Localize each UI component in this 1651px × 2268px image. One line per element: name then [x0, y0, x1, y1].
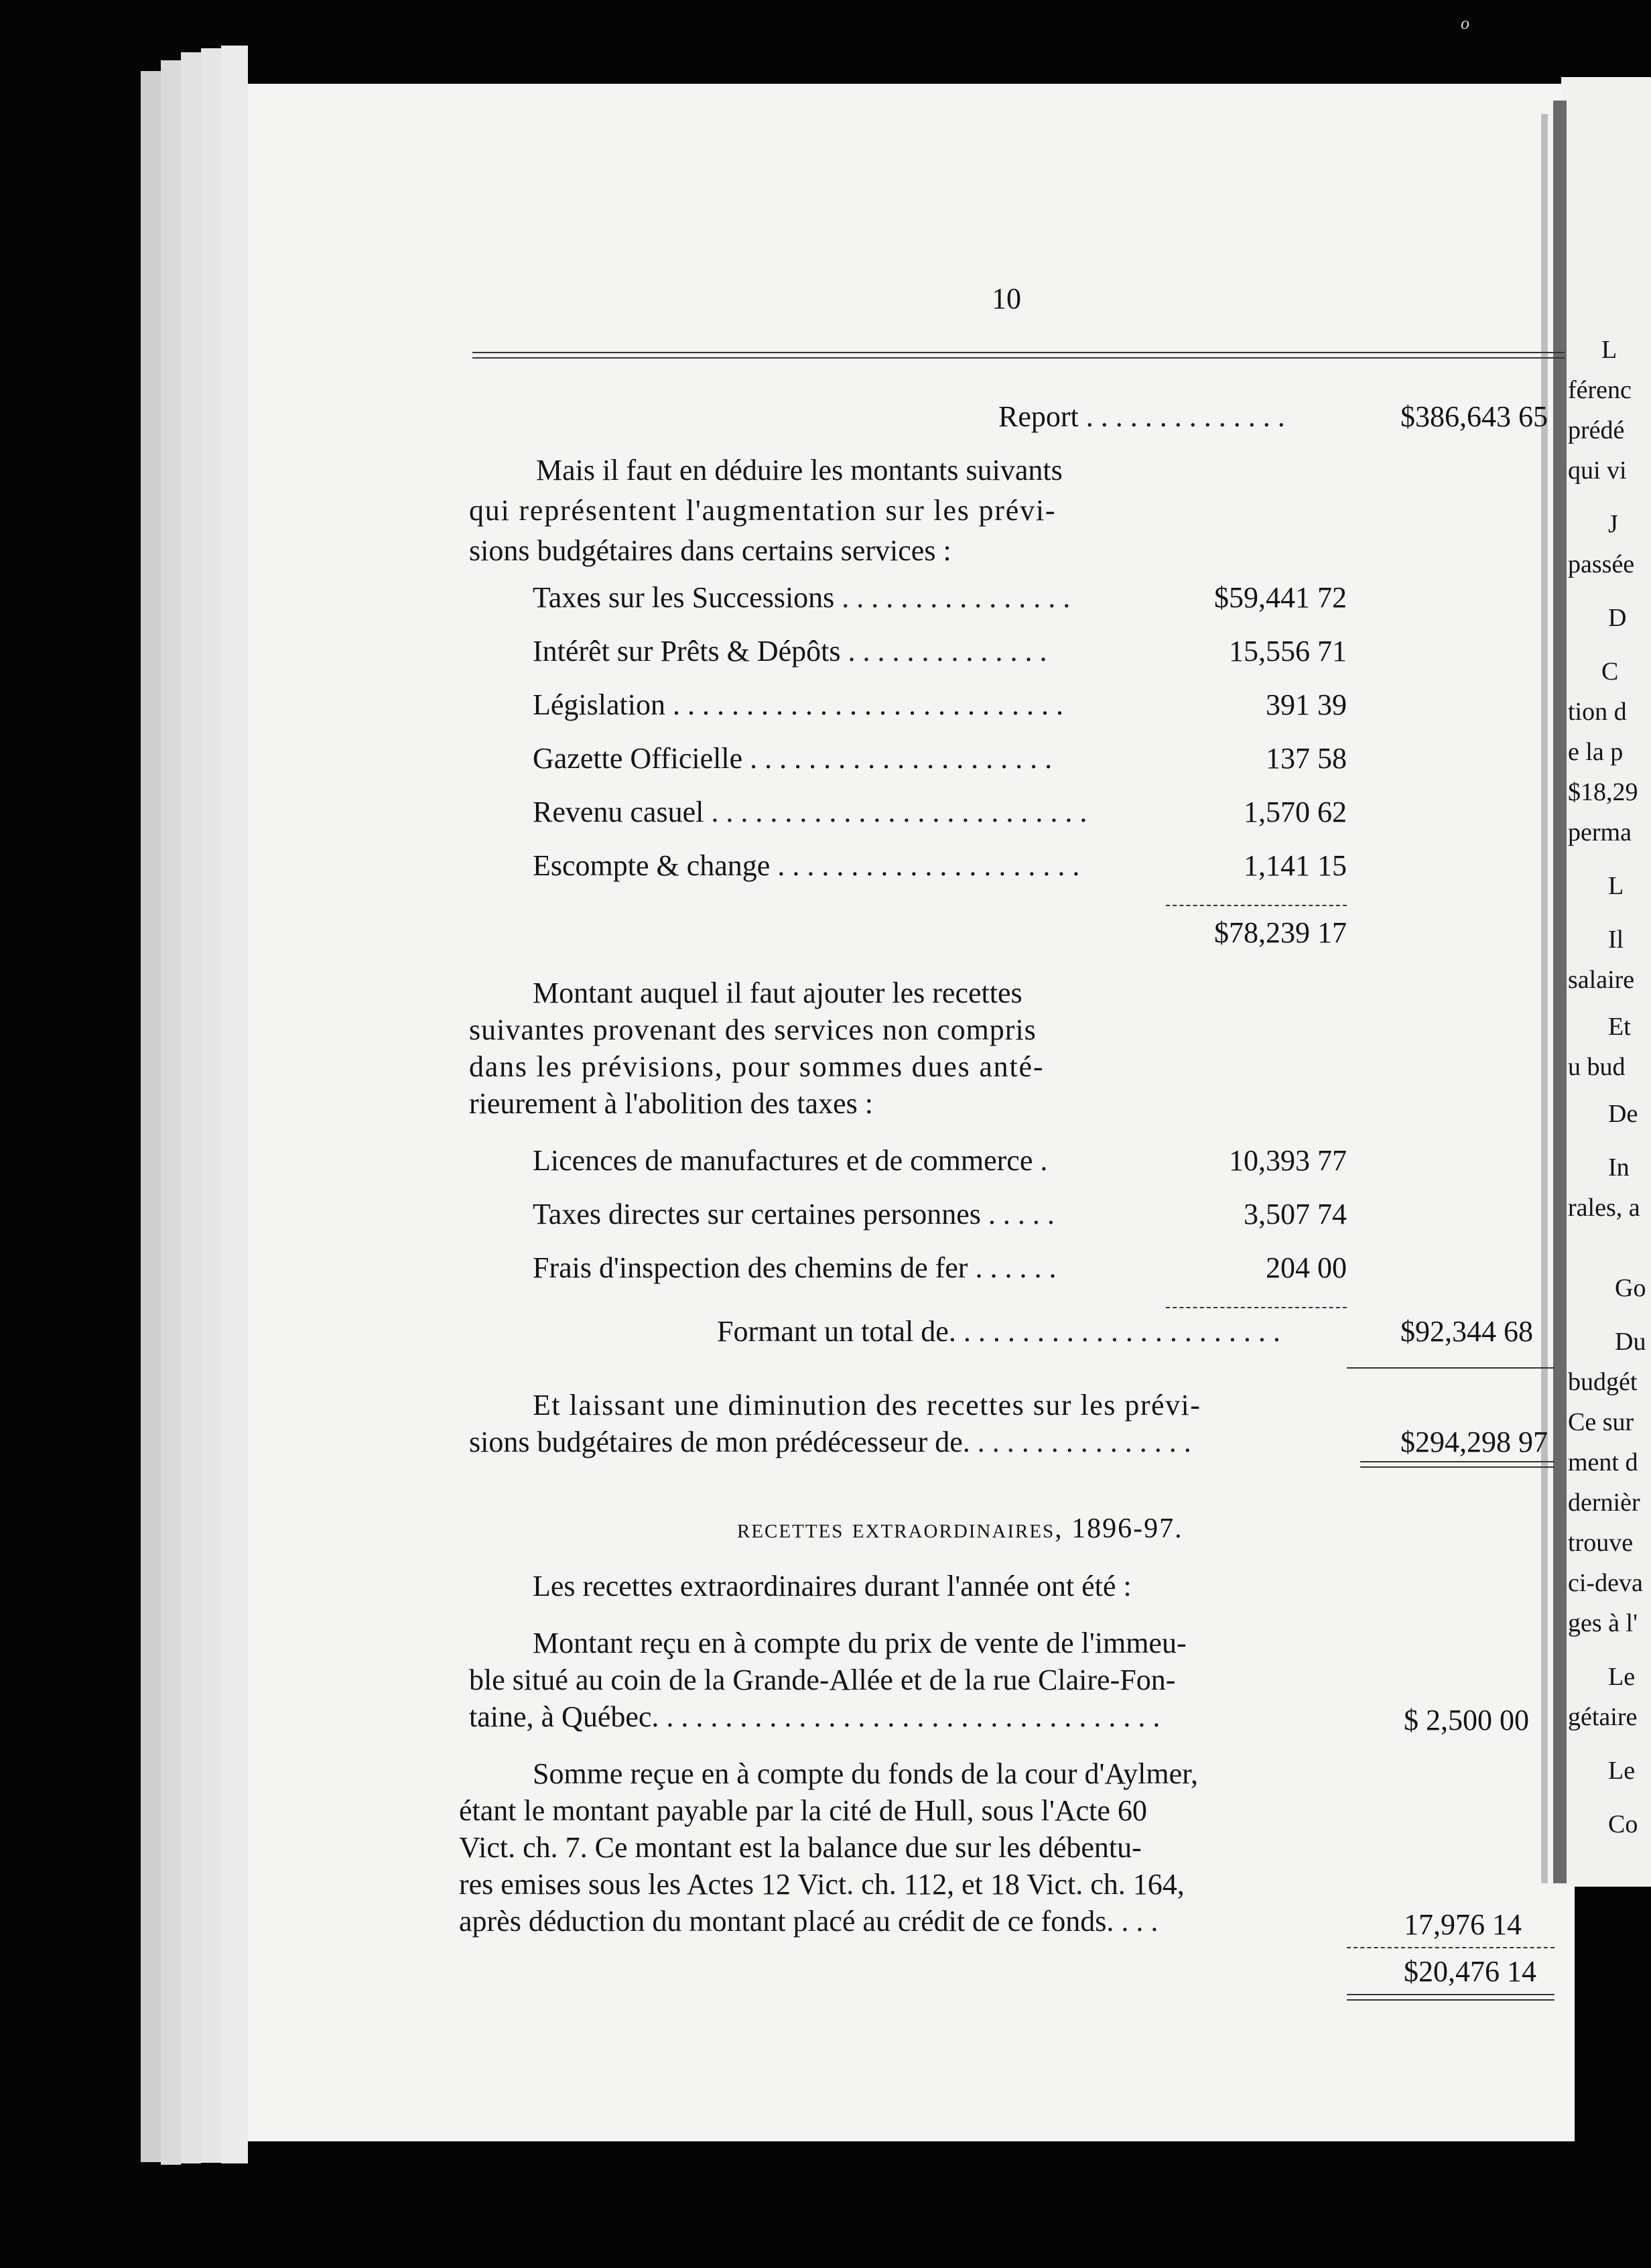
paragraph-line: Vict. ch. 7. Ce montant est la balance due sur les débentu-: [459, 1831, 1142, 1864]
facing-page-fragment: De: [1608, 1100, 1638, 1128]
leader-dots: . . . . . . . . . . . . . . . . . . . . . . . . . . .: [672, 688, 1063, 721]
paragraph-line: ble situé au coin de la Grande-Allée et de la rue Claire-Fon-: [469, 1663, 1176, 1696]
page-number: 10: [992, 282, 1021, 315]
facing-page-fragment: ci-deva: [1568, 1569, 1643, 1597]
book-gutter-shadow: [1541, 114, 1548, 1883]
grand-total-amount: $20,476 14: [1404, 1955, 1536, 1988]
facing-page-fragment: J: [1608, 510, 1618, 538]
facing-page-fragment: Ce sur: [1568, 1408, 1634, 1436]
facing-page-fragment: gétaire: [1568, 1703, 1638, 1731]
ledger-item-label: Licences de manufactures et de commerce: [533, 1144, 1033, 1177]
paragraph-line: Montant auquel il faut ajouter les recettes: [533, 976, 1022, 1009]
facing-page-fragment: Et: [1608, 1013, 1631, 1041]
sum-rule: [1347, 1367, 1555, 1369]
ledger-item: [533, 744, 1052, 773]
facing-page-fragment: C: [1601, 657, 1619, 686]
facing-page-fragment: Il: [1608, 926, 1624, 954]
book-gutter: [1553, 101, 1567, 1883]
ledger-item-amount: 1,570 62: [1244, 796, 1347, 828]
ledger-item: [533, 583, 1070, 613]
facing-page-fragment: D: [1608, 604, 1627, 632]
facing-page-fragment: Du: [1615, 1328, 1646, 1356]
ledger-item-amount: 204 00: [1266, 1251, 1347, 1284]
facing-page-fragment: Le: [1608, 1757, 1636, 1785]
facing-page-fragment: L: [1608, 872, 1624, 900]
facing-page-fragment: passée: [1568, 550, 1635, 578]
section-heading: recettes extraordinaires, 1896-97.: [737, 1513, 1183, 1544]
leader-dots: . . . .: [1106, 1905, 1159, 1938]
facing-page-fragment: rales, a: [1568, 1194, 1640, 1222]
leader-dots: . . . . . . . . . . . . . .: [848, 635, 1047, 668]
facing-page-fragment: Co: [1608, 1810, 1638, 1838]
leader-dots: . . . . . . . . . . . . . . . . . . . . .: [750, 742, 1053, 775]
ledger-item-label: Taxes sur les Successions: [533, 581, 835, 614]
leader-dots: . . . . . . . . . . . . . . . . . . . . . . .: [948, 1315, 1280, 1348]
sum-rule: [1360, 1461, 1555, 1462]
ledger-item-amount: 10,393 77: [1229, 1144, 1347, 1177]
paragraph-line: Somme reçue en à compte du fonds de la cour d'Aylmer,: [533, 1757, 1199, 1790]
page-edge: [221, 46, 248, 2163]
paragraph-line: étant le montant payable par la cité de Hull, sous l'Acte 60: [459, 1794, 1147, 1827]
subtotal-amount: $78,239 17: [1214, 916, 1347, 949]
ledger-item: [533, 798, 1087, 827]
facing-page-fragment: trouve: [1568, 1529, 1634, 1557]
ledger-item: [533, 690, 1063, 720]
paragraph-line: Montant reçu en à compte du prix de vente de l'immeu-: [533, 1627, 1187, 1659]
sum-rule: [1166, 1307, 1347, 1308]
facing-page-fragment: Le: [1608, 1663, 1636, 1691]
ledger-item-amount: 391 39: [1266, 688, 1347, 721]
sum-rule: [1347, 1994, 1555, 1995]
paragraph-text: taine, à Québec: [469, 1700, 652, 1733]
facing-page-fragment: salaire: [1568, 966, 1635, 994]
facing-page-fragment: Go: [1615, 1274, 1646, 1302]
leader-dots: . . . . . . . . . . . . . . . . . . . . .: [777, 849, 1080, 882]
page-edge: [181, 52, 201, 2163]
report-line: [998, 402, 1285, 432]
leader-dots: . . . . . .: [975, 1251, 1057, 1284]
ledger-item-label: Intérêt sur Prêts & Dépôts: [533, 635, 841, 668]
facing-page-fragment: férenc: [1568, 376, 1632, 404]
diminution-amount: $294,298 97: [1400, 1426, 1548, 1458]
paragraph-line: [469, 1702, 1160, 1732]
sum-rule: [1347, 1947, 1555, 1948]
report-label: Report: [998, 400, 1079, 433]
facing-page-fragment: In: [1608, 1153, 1630, 1182]
sum-rule: [1166, 905, 1347, 906]
page-edge: [201, 48, 221, 2163]
leader-dots: . . . . . . . . . . . . . .: [1078, 400, 1285, 433]
paragraph-line: qui représentent l'augmentation sur les prévi-: [469, 494, 1057, 527]
ledger-item: [533, 1253, 1056, 1283]
scan-artifact: o: [1461, 13, 1469, 33]
facing-page-fragment: L: [1601, 336, 1617, 364]
leader-dots: . . . . . . . . . . . . . . . . . . . . . . . . . . . . . . . . . . .: [651, 1700, 1161, 1733]
paragraph-line: sions budgétaires dans certains services :: [469, 534, 951, 567]
facing-page-fragment: perma: [1568, 818, 1632, 846]
paragraph-line: [469, 1428, 1191, 1457]
paragraph-line: Et laissant une diminution des recettes sur les prévi-: [533, 1389, 1201, 1422]
facing-page-fragment: ges à l': [1568, 1609, 1638, 1637]
facing-page-fragment: ment d: [1568, 1448, 1638, 1476]
total-amount: $92,344 68: [1400, 1315, 1533, 1348]
ledger-item-amount: 3,507 74: [1244, 1198, 1347, 1231]
leader-dots: . . . . . . . . . . . . . . . . . . . . . . . . . .: [711, 796, 1087, 828]
total-label: Formant un total de: [717, 1315, 949, 1348]
paragraph-text: sions budgétaires de mon prédécesseur de: [469, 1426, 963, 1458]
ledger-item-label: Frais d'inspection des chemins de fer: [533, 1251, 968, 1284]
paragraph-line: [459, 1907, 1158, 1936]
leader-dots: .: [1040, 1144, 1048, 1177]
facing-page-fragment: e la p: [1568, 738, 1624, 766]
facing-page-fragment: $18,29: [1568, 778, 1638, 806]
ledger-item-label: Législation: [533, 688, 665, 721]
ledger-item: [533, 637, 1047, 666]
paragraph-line: rieurement à l'abolition des taxes :: [469, 1087, 873, 1120]
ledger-item: [533, 1146, 1047, 1176]
page-edge: [161, 60, 181, 2165]
ledger-item-amount: 137 58: [1266, 742, 1347, 775]
ledger-item-amount: $59,441 72: [1214, 581, 1347, 614]
paragraph-line: Mais il faut en déduire les montants suivants: [536, 454, 1063, 487]
leader-dots: . . . . . . . . . . . . . . . .: [842, 581, 1071, 614]
ledger-item-label: Revenu casuel: [533, 796, 704, 828]
paragraph-line: suivantes provenant des services non compris: [469, 1013, 1037, 1046]
paragraph-line: res emises sous les Actes 12 Vict. ch. 112, et 18 Vict. ch. 164,: [459, 1868, 1185, 1901]
ledger-item-label: Taxes directes sur certaines personnes: [533, 1198, 981, 1231]
facing-page-fragment: prédé: [1568, 416, 1625, 444]
ledger-item: [533, 1200, 1055, 1229]
report-amount: $386,643 65: [1400, 400, 1548, 433]
ledger-item-amount: 15,556 71: [1229, 635, 1347, 668]
leader-dots: . . . . . . . . . . . . . . . .: [962, 1426, 1191, 1458]
total-line: [717, 1317, 1280, 1346]
facing-page-fragment: budgét: [1568, 1368, 1638, 1396]
ledger-item-label: Gazette Officielle: [533, 742, 743, 775]
leader-dots: . . . . .: [988, 1198, 1055, 1231]
ledger-item-label: Escompte & change: [533, 849, 771, 882]
ledger-item: [533, 851, 1079, 881]
facing-page-fragment: dernièr: [1568, 1489, 1640, 1517]
ledger-item-amount: 1,141 15: [1244, 849, 1347, 882]
sale-amount: $ 2,500 00: [1404, 1704, 1529, 1737]
paragraph-line: dans les prévisions, pour sommes dues anté-: [469, 1050, 1045, 1083]
facing-page-fragment: tion d: [1568, 698, 1627, 726]
paragraph-line: Les recettes extraordinaires durant l'année ont été :: [533, 1570, 1132, 1602]
header-rule: [472, 352, 1565, 353]
paragraph-text: après déduction du montant placé au crédit de ce fonds: [459, 1905, 1107, 1938]
aylmer-amount: 17,976 14: [1404, 1908, 1522, 1941]
facing-page-fragment: qui vi: [1568, 456, 1627, 485]
facing-page: [1561, 77, 1651, 1887]
facing-page-fragment: u bud: [1568, 1053, 1626, 1081]
page-edge: [141, 71, 161, 2162]
